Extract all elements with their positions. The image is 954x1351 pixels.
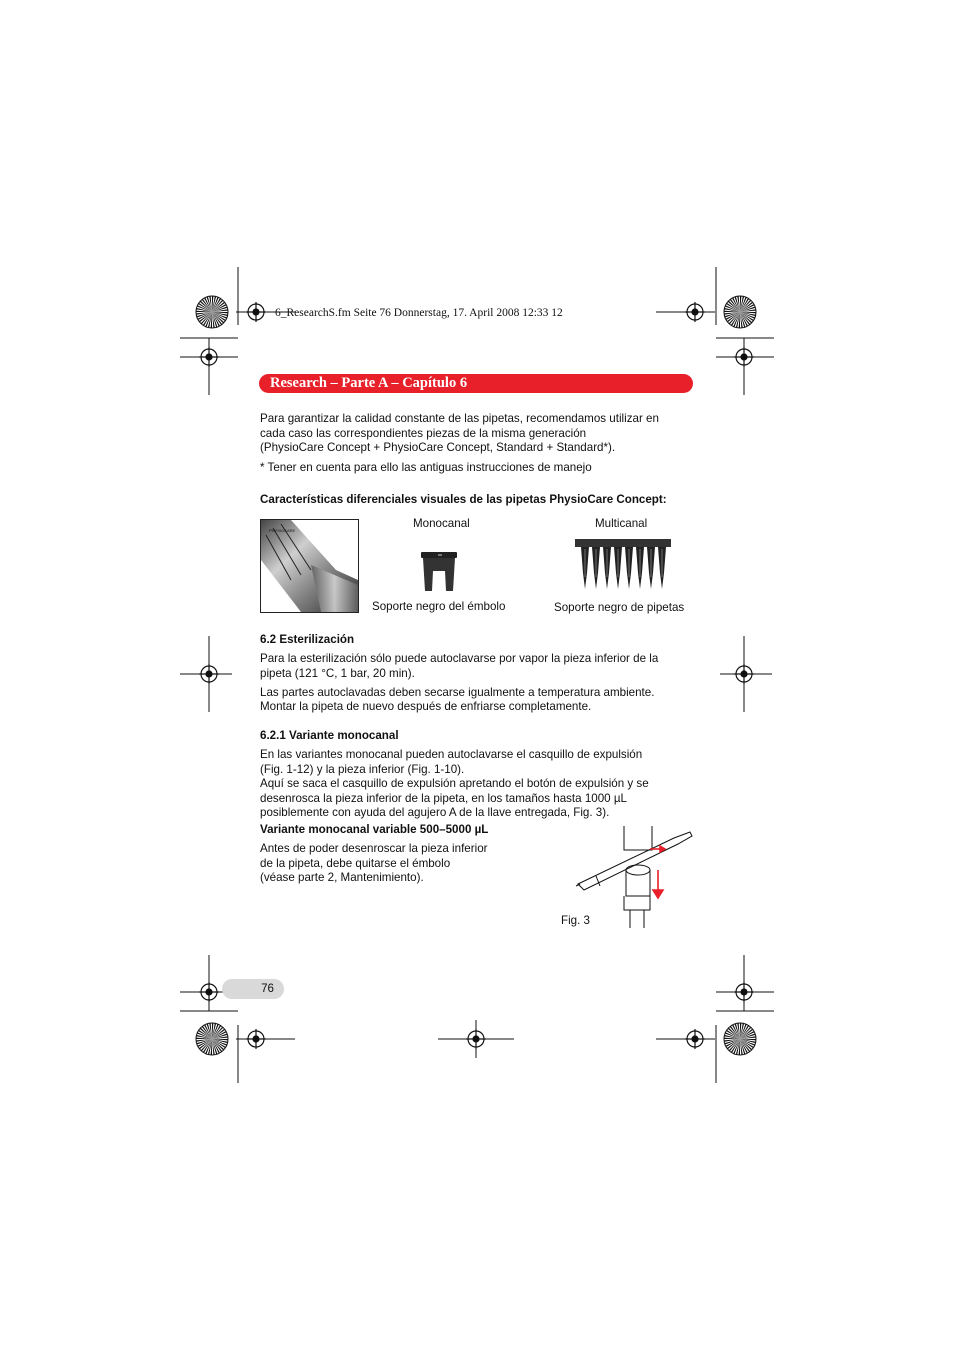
intro-line-1: Para garantizar la calidad constante de las pipetas, recomendamos utilizar en [260,412,659,425]
svg-text:PHYSIOCARE: PHYSIOCARE [269,528,296,533]
section-6-2-p2-line1: Las partes autoclavadas deben secarse igualmente a temperatura ambiente. [260,686,655,699]
features-heading: Características diferenciales visuales de las pipetas PhysioCare Concept: [260,493,667,506]
figure-3-caption: Fig. 3 [561,914,590,927]
figure-3-wrench-illustration [574,826,694,928]
intro-note: * Tener en cuenta para ello las antiguas instrucciones de manejo [260,461,592,474]
mono-caption: Soporte negro del émbolo [372,600,506,613]
section-6-2-1-line4: desenrosca la pieza inferior de la pipeta, en los tamaños hasta 1000 µL [260,792,627,805]
star-target-mark [196,296,228,328]
pipette-photo [260,519,359,613]
mono-label: Monocanal [413,517,470,530]
star-target-mark [724,1023,756,1055]
section-6-2-1-heading: 6.2.1 Variante monocanal [260,729,399,742]
star-target-mark [196,1023,228,1055]
variant-line2: de la pipeta, debe quitarse el émbolo [260,857,451,870]
section-6-2-1-line1: En las variantes monocanal pueden autoclavarse el casquillo de expulsión [260,748,643,761]
multi-label: Multicanal [595,517,648,530]
multi-caption: Soporte negro de pipetas [554,601,685,614]
page-number: 76 [261,982,274,995]
pipette-holder-illustration [575,537,671,593]
intro-line-2: cada caso las correspondientes piezas de la misma generación [260,427,587,440]
plunger-holder-illustration [420,551,460,595]
section-6-2-p2-line2: Montar la pipeta de nuevo después de enfriarse completamente. [260,700,592,713]
section-6-2-p1-line1: Para la esterilización sólo puede autoclavarse por vapor la pieza inferior de la [260,652,659,665]
page-number-tab [222,979,284,999]
section-6-2-1-line3: Aquí se saca el casquillo de expulsión apretando el botón de expulsión y se [260,777,649,790]
section-6-2-1-line5: posiblemente con ayuda del agujero A de la llave entregada, Fig. 3). [260,806,610,819]
variant-line1: Antes de poder desenroscar la pieza inferior [260,842,488,855]
chapter-title: Research – Parte A – Capítulo 6 [270,375,468,391]
section-6-2-1-line2: (Fig. 1-12) y la pieza inferior (Fig. 1-10). [260,763,465,776]
variant-line3: (véase parte 2, Mantenimiento). [260,871,424,884]
star-target-mark [724,296,756,328]
section-6-2-heading: 6.2 Esterilización [260,633,355,646]
intro-line-3: (PhysioCare Concept + PhysioCare Concept, Standard + Standard*). [260,441,616,454]
file-slug: 6_ResearchS.fm Seite 76 Donnerstag, 17. April 2008 12:33 12 [275,307,563,319]
section-6-2-p1-line2: pipeta (121 °C, 1 bar, 20 min). [260,667,415,680]
variant-subheading: Variante monocanal variable 500–5000 µL [260,823,489,836]
chapter-title-bar [259,374,693,393]
